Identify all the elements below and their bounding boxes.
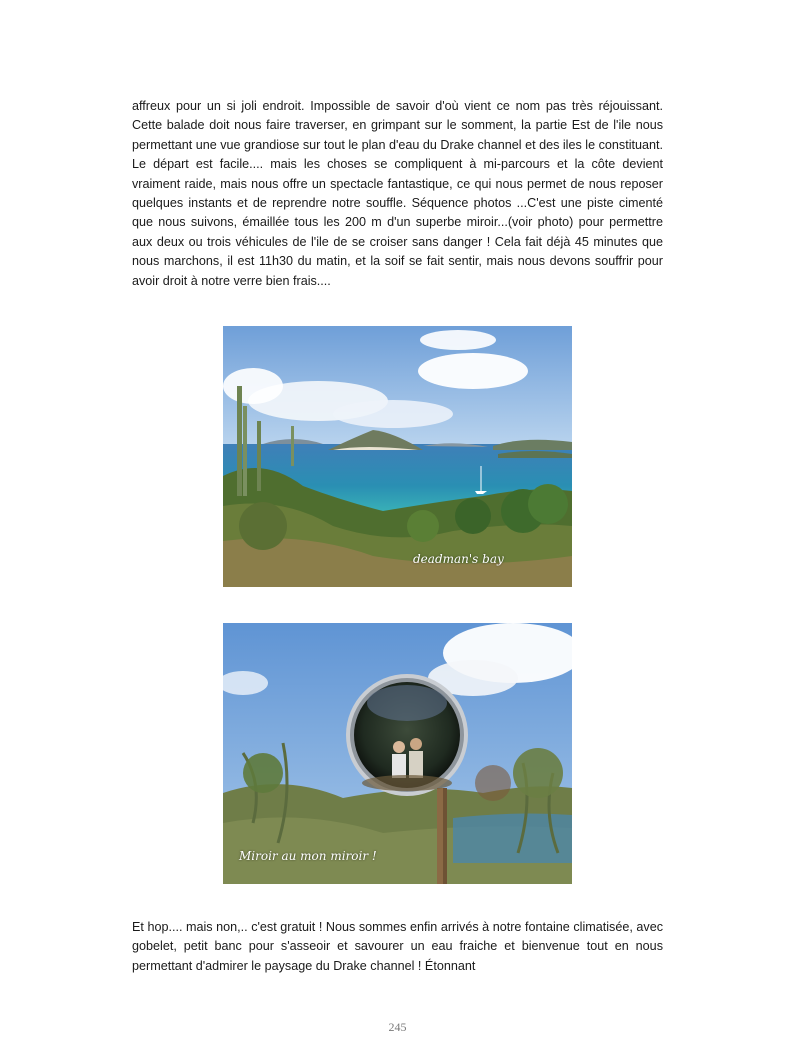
- photo-caption: Miroir au mon miroir !: [239, 849, 377, 863]
- mirror-selfie-image: [223, 623, 572, 884]
- body-paragraph-outro: Et hop.... mais non,.. c'est gratuit ! Nous sommes enfin arrivés à notre fontaine climatisée, avec gobelet, petit banc pour s'asseoir et savourer un eau fraiche et bienvenue tout en nous permettant d'admirer le paysage du Drake channel ! Étonnant: [132, 920, 663, 973]
- body-paragraph-intro: affreux pour un si joli endroit. Impossible de savoir d'où vient ce nom pas très réjouissant. Cette balade doit nous faire traverser, en grimpant sur le somment, la partie Est de l'ile nous permettant une vue grandiose sur tout le plan d'eau du Drake channel et des iles le constituant. Le départ est facile.... mais les choses se compliquent à mi-parcours et la côte devient vraiment raide, mais nous offre un spectacle fantastique, ce qui nous permet de nous reposer quelques instants et de reprendre notre souffle. Séquence photos ...C'est une piste cimenté que nous suivons, émaillée tous les 200 m d'un superbe miroir...(voir photo) pour permettre aux deux ou trois véhicules de l'ile de se croiser sans danger ! Cela fait déjà 45 minutes que nous marchons, il est 11h30 du matin, et la soif se fait sentir, mais nous devons souffrir pour avoir droit à notre verre bien frais....: [132, 99, 663, 288]
- photo-road-mirror: [223, 623, 572, 884]
- photo-deadmans-bay: [223, 326, 572, 587]
- bay-landscape-image: [223, 326, 572, 587]
- photo-caption: deadman's bay: [413, 552, 504, 566]
- page-number: 245: [388, 1020, 407, 1034]
